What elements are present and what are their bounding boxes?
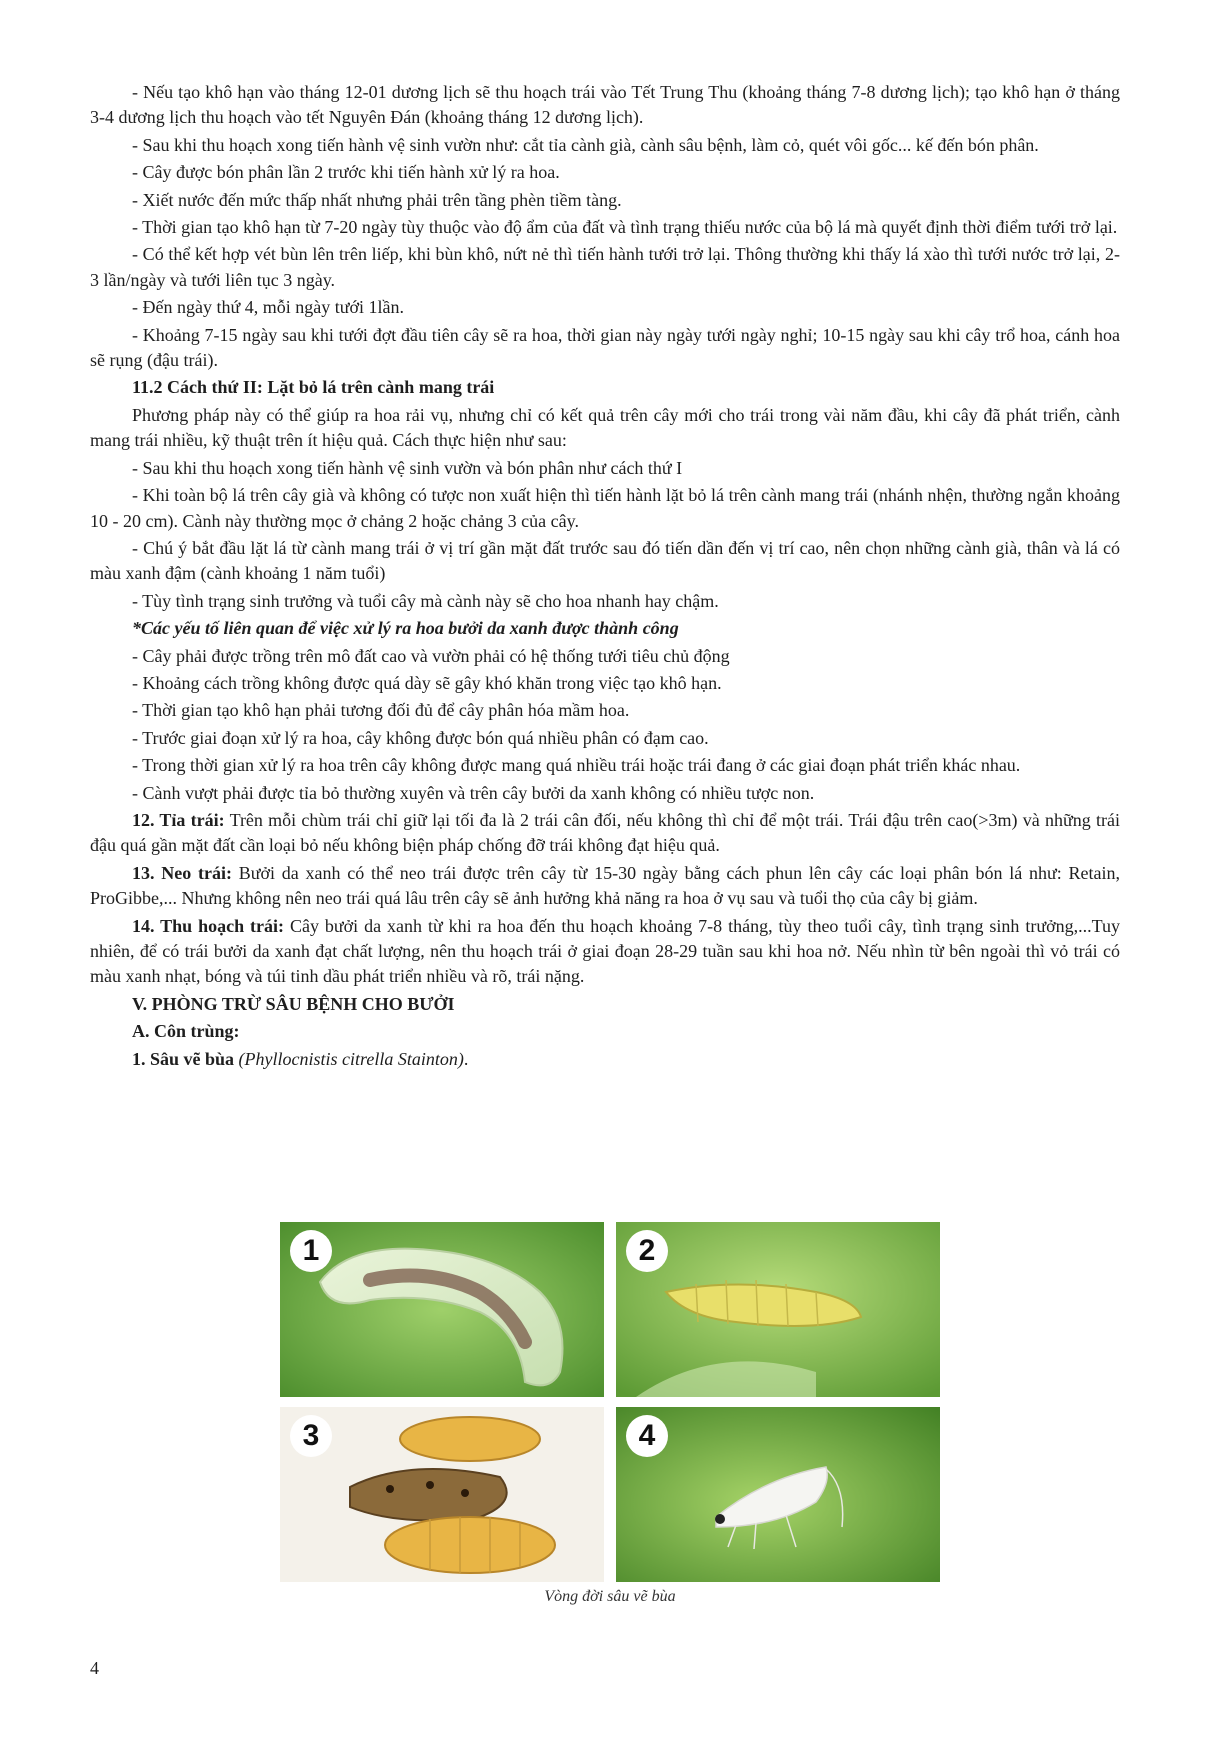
paragraph-text: - Xiết nước đến mức thấp nhất nhưng phải trên tầng phèn tiềm tàng. bbox=[132, 189, 622, 210]
paragraph-text: - Khi toàn bộ lá trên cây già và không có tược non xuất hiện thì tiến hành lặt bỏ lá trên cành mang trái (nhánh nhện, thường ngắn khoảng 10 - 20 cm). Cành này thường mọc ở chảng 2 hoặc chảng 3 của cây. bbox=[90, 485, 1120, 531]
paragraph bbox=[90, 781, 1120, 806]
paragraph-text: - Cây được bón phân lần 2 trước khi tiến hành xử lý ra hoa. bbox=[132, 162, 560, 183]
paragraph-text: 11.2 Cách thứ II: Lặt bỏ lá trên cành mang trái bbox=[132, 377, 495, 398]
paragraph bbox=[90, 160, 1120, 185]
life-cycle-figure bbox=[280, 1222, 940, 1582]
paragraph-text: - Khoảng 7-15 ngày sau khi tưới đợt đầu tiên cây sẽ ra hoa, thời gian này ngày tưới ngày nghỉ; 10-15 ngày sau khi cây trổ hoa, cánh hoa sẽ rụng (đậu trái). bbox=[90, 324, 1120, 371]
document-body bbox=[90, 80, 1120, 1074]
paragraph bbox=[90, 1047, 1120, 1072]
paragraph bbox=[90, 188, 1120, 213]
paragraph bbox=[90, 80, 1120, 131]
section-heading bbox=[90, 992, 1120, 1017]
paragraph-text: - Trong thời gian xử lý ra hoa trên cây không được mang quá nhiều trái hoặc trái đang ở các giai đoạn phát triển khác nhau. bbox=[132, 755, 1021, 776]
paragraph-text: - Thời gian tạo khô hạn phải tương đối đủ để cây phân hóa mầm hoa. bbox=[132, 700, 630, 721]
section-heading bbox=[90, 1019, 1120, 1044]
paragraph bbox=[90, 808, 1120, 859]
paragraph bbox=[90, 242, 1120, 293]
paragraph-text: - Trước giai đoạn xử lý ra hoa, cây không được bón quá nhiều phân có đạm cao. bbox=[132, 727, 709, 748]
paragraph-text: - Đến ngày thứ 4, mỗi ngày tưới 1lần. bbox=[132, 297, 404, 318]
section-heading bbox=[90, 616, 1120, 641]
paragraph-text: - Sau khi thu hoạch xong tiến hành vệ sinh vườn như: cắt tỉa cành già, cành sâu bệnh, làm cỏ, quét vôi gốc... kế đến bón phân. bbox=[132, 134, 1039, 155]
paragraph bbox=[90, 589, 1120, 614]
paragraph-text: - Chú ý bắt đầu lặt lá từ cành mang trái ở vị trí gần mặt đất trước sau đó tiến dần đến vị trí cao, nên chọn những cành già, thân và lá có màu xanh đậm (cành khoảng 1 năm tuổi) bbox=[90, 537, 1120, 584]
figure-panel-3 bbox=[280, 1407, 604, 1582]
figure-panel-2 bbox=[616, 1222, 940, 1397]
paragraph-lead: 12. Tỉa trái: bbox=[132, 809, 225, 830]
paragraph-lead: 13. Neo trái: bbox=[132, 862, 232, 883]
paragraph bbox=[90, 914, 1120, 990]
paragraph bbox=[90, 323, 1120, 374]
paragraph-text: - Nếu tạo khô hạn vào tháng 12-01 dương lịch sẽ thu hoạch trái vào Tết Trung Thu (khoảng tháng 7-8 dương lịch); tạo khô hạn ở tháng 3-4 dương lịch thu hoạch vào tết Nguyên Đán (khoảng tháng 12 dương lịch). bbox=[90, 82, 1120, 128]
panel-number-badge: 1 bbox=[290, 1230, 332, 1272]
paragraph bbox=[90, 403, 1120, 454]
panel-number-badge: 3 bbox=[290, 1415, 332, 1457]
paragraph-lead: 1. Sâu vẽ bùa bbox=[132, 1048, 235, 1069]
paragraph-text: - Sau khi thu hoạch xong tiến hành vệ sinh vườn và bón phân như cách thứ I bbox=[132, 457, 683, 478]
paragraph-text: Phương pháp này có thể giúp ra hoa rải vụ, nhưng chỉ có kết quả trên cây mới cho trái trong vài năm đầu, khi cây đã phát triển, cành mang trái nhiều, kỹ thuật trên ít hiệu quả. Cách thực hiện như sau: bbox=[90, 404, 1120, 451]
figure-panel-4 bbox=[616, 1407, 940, 1582]
section-heading bbox=[90, 375, 1120, 400]
paragraph bbox=[90, 753, 1120, 778]
paragraph-text: - Cây phải được trồng trên mô đất cao và vườn phải có hệ thống tưới tiêu chủ động bbox=[132, 645, 730, 666]
paragraph-text: Bưởi da xanh có thể neo trái được trên cây từ 15-30 ngày bằng cách phun lên cây các loại phân bón lá như: Retain, ProGibbe,... Nhưng không nên neo trái quá lâu trên cây sẽ ảnh hưởng khả năng ra hoa ở vụ sau và tuổi thọ của cây bị giảm. bbox=[90, 862, 1120, 909]
page-number: 4 bbox=[90, 1658, 99, 1678]
panel-number-badge: 2 bbox=[626, 1230, 668, 1272]
paragraph-lead: 14. Thu hoạch trái: bbox=[132, 915, 285, 936]
paragraph bbox=[90, 133, 1120, 158]
paragraph-text: V. PHÒNG TRỪ SÂU BỆNH CHO BƯỞI bbox=[132, 993, 455, 1014]
paragraph bbox=[90, 295, 1120, 320]
panel-number-badge: 4 bbox=[626, 1415, 668, 1457]
paragraph-text: Cây bưởi da xanh từ khi ra hoa đến thu hoạch khoảng 7-8 tháng, tùy theo tuổi cây, tình trạng sinh trưởng,...Tuy nhiên, để có trái bưởi da xanh đạt chất lượng, nên thu hoạch trái ở giai đoạn 28-29 tuần sau khi hoa nở. Nếu nhìn từ bên ngoài thì vỏ trái có màu xanh nhạt, bóng và túi tinh dầu phát triển nhiều và rõ, trái nặng. bbox=[90, 915, 1120, 987]
paragraph bbox=[90, 456, 1120, 481]
paragraph-text: *Các yếu tố liên quan để việc xử lý ra hoa bưởi da xanh được thành công bbox=[132, 618, 679, 639]
paragraph bbox=[90, 483, 1120, 534]
scientific-name: (Phyllocnistis citrella Stainton) bbox=[238, 1048, 464, 1069]
paragraph bbox=[90, 671, 1120, 696]
paragraph bbox=[90, 536, 1120, 587]
paragraph-text: - Tùy tình trạng sinh trưởng và tuổi cây mà cành này sẽ cho hoa nhanh hay chậm. bbox=[132, 590, 719, 611]
paragraph-text: Trên mỗi chùm trái chỉ giữ lại tối đa là 2 trái cân đối, nếu không thì chỉ để một trái. Trái đậu trên cao(>3m) và những trái đậu quá gần mặt đất cần loại bỏ nếu không biện pháp chống đỡ trái không đạt hiệu quả. bbox=[90, 809, 1120, 856]
paragraph-tail: . bbox=[463, 1048, 469, 1069]
paragraph bbox=[90, 726, 1120, 751]
paragraph-text: - Có thể kết hợp vét bùn lên trên liếp, khi bùn khô, nứt nẻ thì tiến hành tưới trở lại. Thông thường khi thấy lá xào thì tưới nước trở lại, 2-3 lần/ngày và tưới liên tục 3 ngày. bbox=[90, 244, 1120, 290]
paragraph-text: A. Côn trùng: bbox=[132, 1021, 240, 1042]
paragraph-text: - Khoảng cách trồng không được quá dày sẽ gây khó khăn trong việc tạo khô hạn. bbox=[132, 672, 722, 693]
figure-panel-1 bbox=[280, 1222, 604, 1397]
paragraph-text: - Cành vượt phải được tỉa bỏ thường xuyên và trên cây bưởi da xanh không có nhiều tược non. bbox=[132, 782, 815, 803]
paragraph bbox=[90, 215, 1120, 240]
paragraph bbox=[90, 861, 1120, 912]
paragraph bbox=[90, 644, 1120, 669]
paragraph-text: - Thời gian tạo khô hạn từ 7-20 ngày tùy thuộc vào độ ẩm của đất và tình trạng thiếu nước của bộ lá mà quyết định thời điểm tưới trở lại. bbox=[132, 217, 1118, 238]
figure-caption: Vòng đời sâu vẽ bùa bbox=[544, 1588, 676, 1605]
paragraph bbox=[90, 698, 1120, 723]
